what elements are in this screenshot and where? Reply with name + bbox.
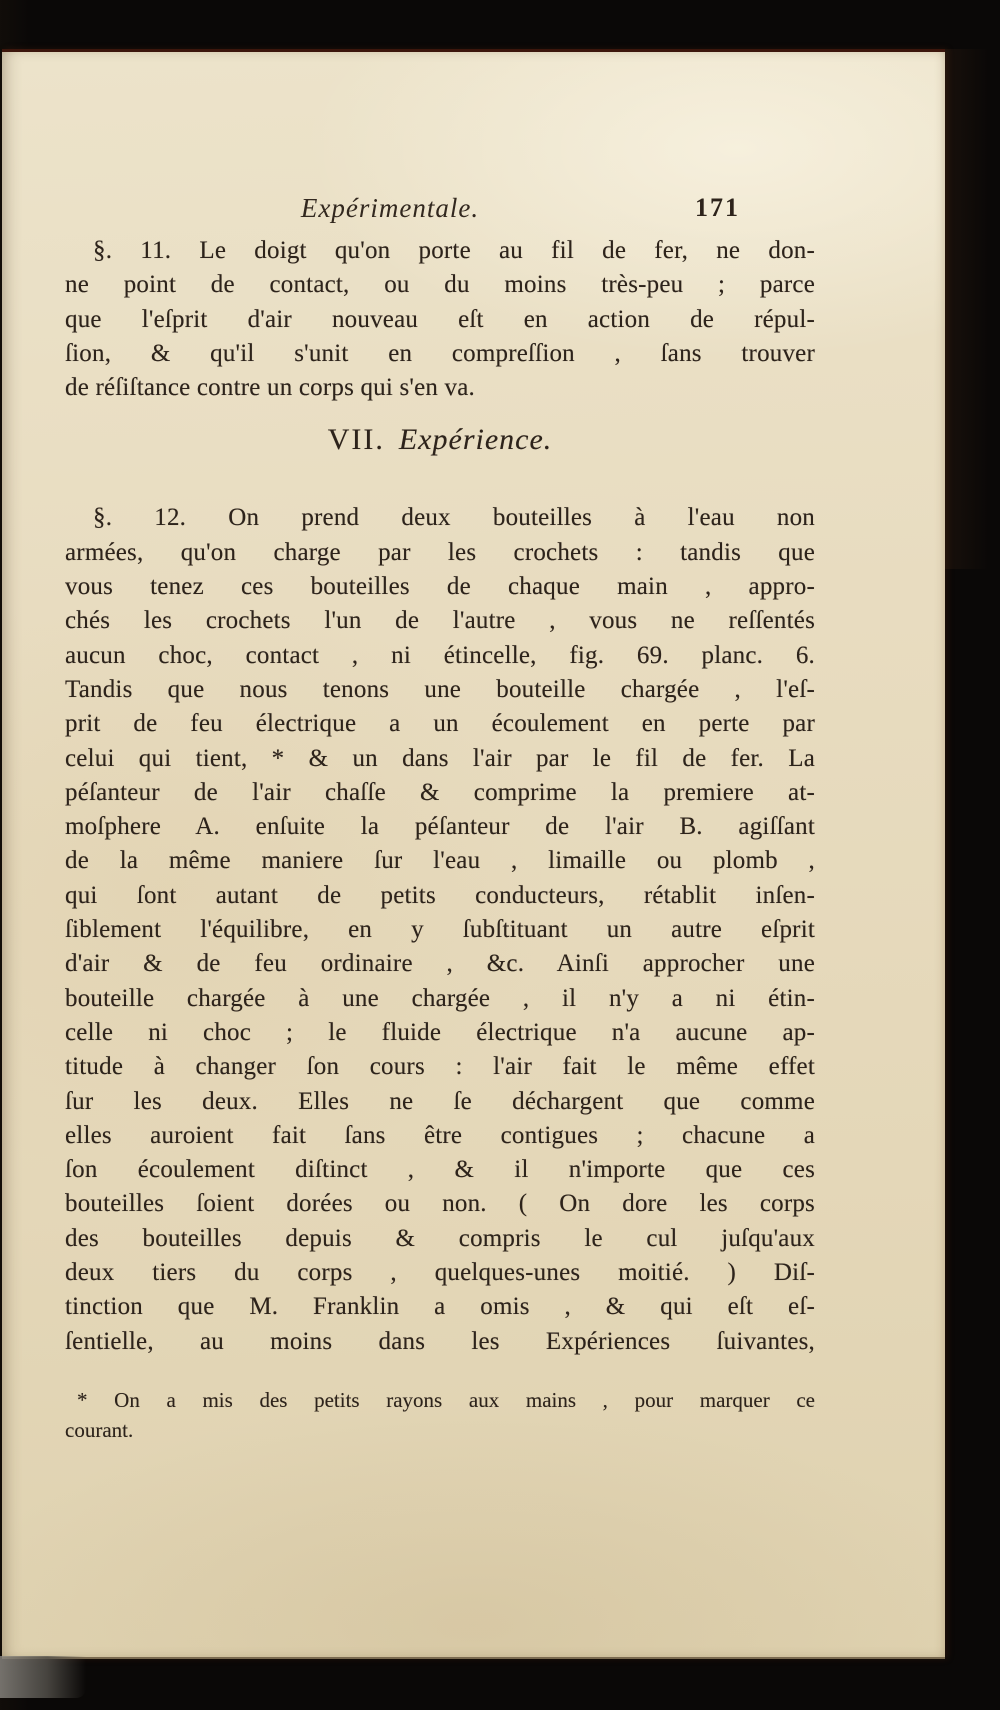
text-line: ſentielle, au moins dans les Expériences ſuivantes, [65, 1327, 815, 1355]
footnote [65, 1385, 815, 1445]
paragraph-section-12 [65, 501, 815, 1358]
text-line: de la même maniere ſur l'eau , limaille ou plomb , [65, 847, 815, 875]
text-line: péſanteur de l'air chaſſe & comprime la premiere at- [65, 778, 815, 806]
text-line: ſon écoulement diſtinct , & il n'importe que ces [65, 1156, 815, 1184]
text-line: deux tiers du corps , quelques-unes moitié. ) Diſ- [65, 1259, 815, 1287]
text-line: vous tenez ces bouteilles de chaque main , appro- [65, 573, 815, 601]
text-line: armées, qu'on charge par les crochets : tandis que [65, 538, 815, 566]
text-line: chés les crochets l'un de l'autre , vous ne reſſentés [65, 607, 815, 635]
scan-edge-glow [945, 49, 1000, 569]
text-line: ſion, & qu'il s'unit en compreſſion , ſans trouver [65, 339, 815, 367]
text-line: titude à changer ſon cours : l'air fait le même effet [65, 1053, 815, 1081]
running-header-title: Expérimentale. [300, 193, 480, 223]
text-line: celui qui tient, * & un dans l'air par le fil de fer. La [65, 744, 815, 772]
text-line: aucun choc, contact , ni étincelle, fig. 69. planc. 6. [65, 641, 815, 669]
text-line: §. 11. Le doigt qu'on porte au fil de fer, ne don- [93, 237, 815, 264]
text-line: moſphere A. enſuite la péſanteur de l'air B. agiſſant [65, 813, 815, 841]
book-page [2, 49, 945, 1659]
text-line: ſur les deux. Elles ne ſe déchargent que comme [65, 1087, 815, 1115]
text-line: des bouteilles depuis & compris le cul juſqu'aux [65, 1224, 815, 1252]
text-line: celle ni choc ; le fluide électrique n'a aucune ap- [65, 1018, 815, 1046]
text-line: qui ſont autant de petits conducteurs, rétablit inſen- [65, 881, 815, 909]
text-line: ſiblement l'équilibre, en y ſubſtituant un autre eſprit [65, 916, 815, 944]
text-line: elles auroient fait ſans être contigues ; chacune a [65, 1121, 815, 1149]
text-line: Tandis que nous tenons une bouteille chargée , l'eſ- [65, 675, 815, 703]
text-line: courant. [65, 1417, 134, 1442]
scan-smudge [0, 1656, 86, 1698]
text-column [65, 52, 815, 1445]
text-line: de réſiſtance contre un corps qui s'en va. [65, 374, 475, 402]
text-line: ne point de contact, ou du moins très-peu ; parce [65, 271, 815, 299]
text-line: d'air & de feu ordinaire , &c. Ainſi approcher une [65, 950, 815, 978]
text-line: bouteille chargée à une chargée , il n'y a ni étin- [65, 984, 815, 1012]
text-line: * On a mis des petits rayons aux mains , pour marquer ce [77, 1387, 815, 1412]
paragraph-section-11 [65, 234, 815, 405]
section-heading-title: Expérience. [398, 423, 553, 457]
text-line: tinction que M. Franklin a omis , & qui eſt eſ- [65, 1293, 815, 1321]
running-header [65, 190, 815, 226]
text-line: prit de feu électrique a un écoulement en perte par [65, 710, 815, 738]
section-heading [65, 419, 815, 461]
section-heading-numeral: VII. [327, 423, 385, 457]
text-line: que l'eſprit d'air nouveau eſt en action de répul- [65, 305, 815, 333]
text-line: bouteilles ſoient dorées ou non. ( On dore les corps [65, 1190, 815, 1218]
page-number: 171 [695, 193, 740, 222]
text-line: §. 12. On prend deux bouteilles à l'eau non [93, 504, 815, 532]
